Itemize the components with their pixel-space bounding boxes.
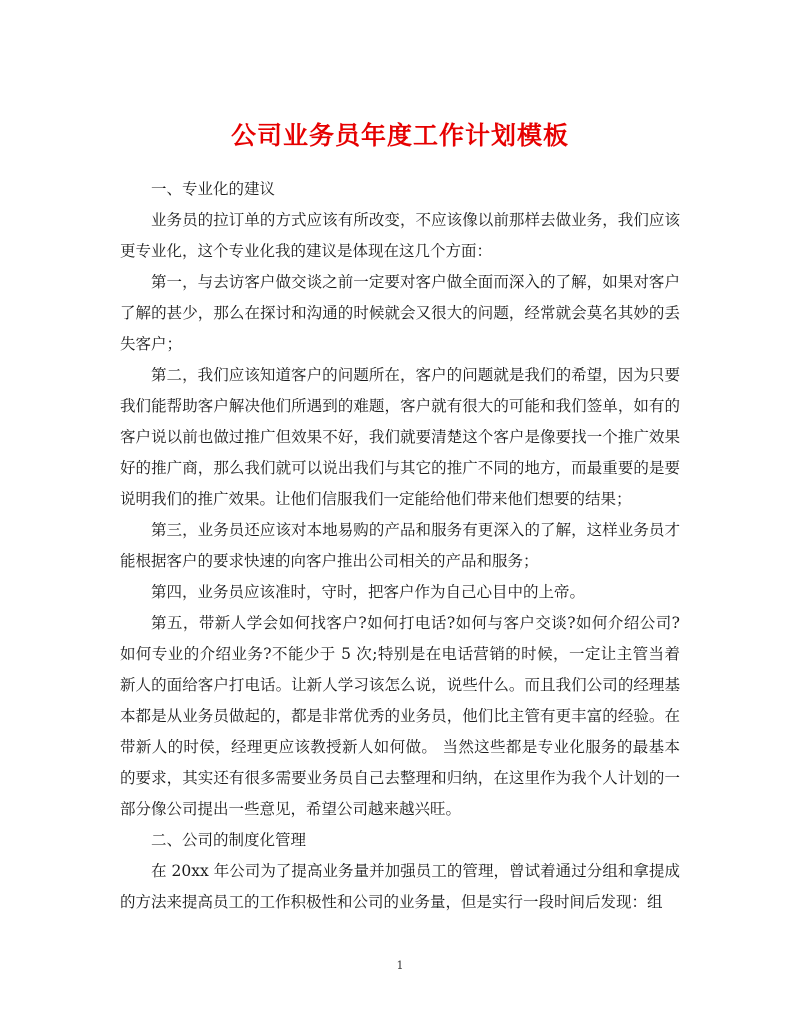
paragraph-fourth-point: 第四，业务员应该准时，守时，把客户作为自己心目中的上帝。 xyxy=(151,583,586,601)
paragraph-second-point: 第二，我们应该知道客户的问题所在，客户的问题就是我们的希望，因为只要我们能帮助客户解决他们所遇到的难题，客户就有很大的可能和我们签单，如有的客户说以前也做过推广但效果不好，我们就要清楚这个客户是像要找一个推广效果好的推广商，那么我们就可以说出我们与其它的推广不同的地方，而最重要的是要说明我们的推广效果。让他们信服我们一定能给他们带来他们想要的结果； xyxy=(120,366,680,508)
section-heading-institutional-management: 二、公司的制度化管理 xyxy=(151,831,307,849)
section-heading-professionalization: 一、专业化的建议 xyxy=(151,180,276,198)
paragraph-intro: 业务员的拉订单的方式应该有所改变，不应该像以前那样去做业务，我们应该更专业化，这个专业化我的建议是体现在这几个方面： xyxy=(120,211,680,260)
paragraph-fifth-point: 第五，带新人学会如何找客户?如何打电话?如何与客户交谈?如何介绍公司?如何专业的介绍业务?不能少于 5 次;特别是在电话营销的时候，一定让主管当着新人的面给客户打电话。让新人学习该怎么说，说些什么。而且我们公司的经理基本都是从业务员做起的，都是非常优秀的业务员，他们比主管有更丰富的经验。在带新人的时侯，经理更应该教授新人如何做。 当然这些都是专业化服务的最基本的要求，其实还有很多需要业务员自己去整理和归纳，在这里作为我个人计划的一部分像公司提出一些意见，希望公司越来越兴旺。 xyxy=(120,614,680,818)
document-body xyxy=(120,174,680,918)
paragraph-first-point: 第一，与去访客户做交谈之前一定要对客户做全面而深入的了解，如果对客户了解的甚少，那么在探讨和沟通的时候就会又很大的问题，经常就会莫名其妙的丢失客户； xyxy=(120,273,680,353)
paragraph-third-point: 第三，业务员还应该对本地易购的产品和服务有更深入的了解，这样业务员才能根据客户的要求快速的向客户推出公司相关的产品和服务； xyxy=(120,521,680,570)
page-number: 1 xyxy=(396,959,404,972)
paragraph-management-intro: 在 20xx 年公司为了提高业务量并加强员工的管理，曾试着通过分组和拿提成的方法来提高员工的工作积极性和公司的业务量，但是实行一段时间后发现：组 xyxy=(120,862,680,911)
document-title: 公司业务员年度工作计划模板 xyxy=(230,120,569,150)
